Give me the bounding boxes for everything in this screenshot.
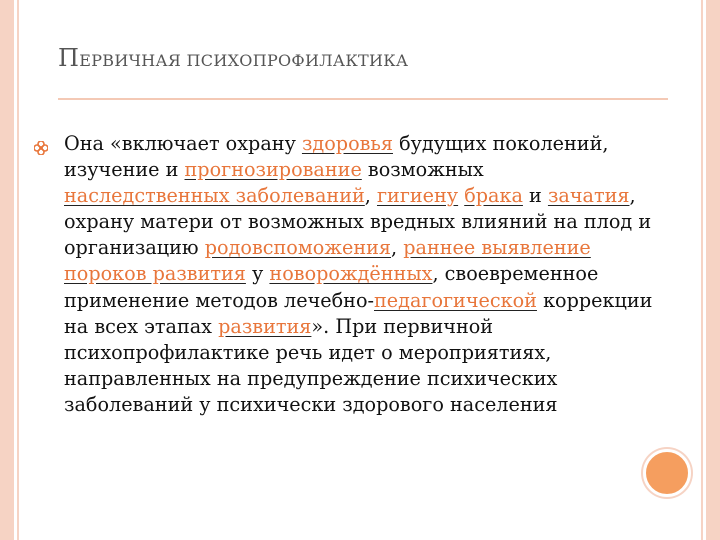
body-link[interactable]: брака	[464, 184, 523, 208]
slide-title	[58, 44, 408, 72]
right-border-line	[701, 0, 703, 540]
title-first-letter: П	[58, 44, 80, 72]
body-text-run: коррекции на всех этапах	[64, 288, 653, 338]
body-text-run: ». При первичной психопрофилактике речь идет о мероприятиях, направленных на предупреждение психических заболеваний у психически здорового населения	[64, 314, 558, 416]
body-link[interactable]: гигиену	[376, 184, 459, 208]
body-link[interactable]: пороков развития	[64, 262, 246, 286]
body-text-run: ,	[391, 236, 404, 260]
body-text-run: , своевременное применение методов лечебно-	[64, 262, 599, 312]
left-border-band	[0, 0, 14, 540]
body-link[interactable]: развития	[218, 314, 312, 338]
decorative-circle	[643, 449, 691, 497]
title-rest: ЕРВИЧНАЯ ПСИХОПРОФИЛАКТИКА	[79, 51, 409, 70]
body-text	[64, 131, 654, 418]
title-underline	[58, 98, 668, 100]
body-link[interactable]: педагогической	[374, 288, 537, 312]
body-text-run: у	[245, 262, 270, 286]
body-link[interactable]: прогнозирование	[184, 158, 362, 182]
body-text-run: возможных	[361, 158, 484, 182]
body-link[interactable]: раннее выявление	[403, 236, 591, 260]
right-border-band	[706, 0, 720, 540]
body-link[interactable]: родовспоможения	[204, 236, 392, 260]
body-text-run: и	[522, 184, 548, 208]
body-link[interactable]: наследственных заболеваний	[64, 184, 365, 208]
body-text-run: будущих поколений, изучение и	[64, 132, 609, 182]
body-text-run: , охрану матери от возможных вредных влияний на плод и организацию	[64, 184, 652, 260]
flower-bullet-icon	[34, 140, 48, 154]
body-link[interactable]: новорождённых	[269, 262, 433, 286]
body-link[interactable]: зачатия	[547, 184, 630, 208]
body-link[interactable]: здоровья	[301, 132, 393, 155]
left-border-line	[17, 0, 19, 540]
body-text-run: ,	[364, 184, 377, 208]
body-text-run: Она «включает охрану	[64, 132, 302, 155]
